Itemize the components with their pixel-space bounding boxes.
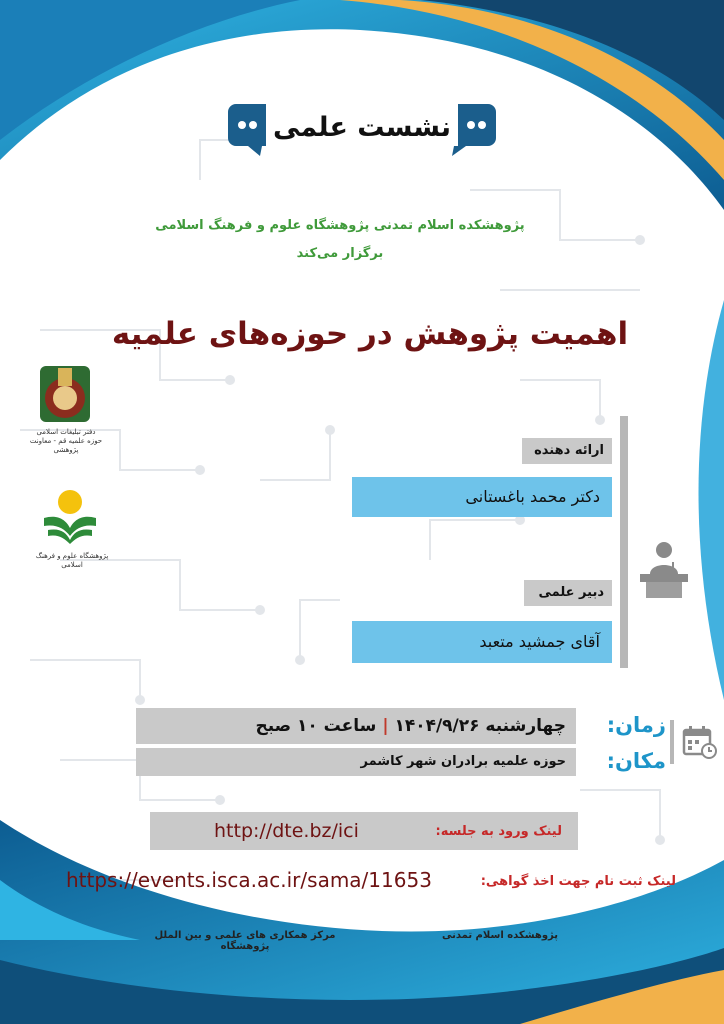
date-separator: |: [382, 716, 389, 736]
footer-institute: پژوهشکده اسلام تمدنی: [441, 930, 559, 941]
certificate-link-label: لینک ثبت نام جهت اخذ گواهی:: [480, 874, 676, 889]
research-institute-logo-icon: [40, 488, 100, 546]
organizer-hosts-text: برگزار می‌کند: [296, 246, 384, 261]
speaker-podium-icon: [636, 540, 692, 600]
section-divider: [620, 416, 628, 668]
event-hour: ساعت ۱۰ صبح: [255, 716, 377, 736]
event-type-badge: نشست علمی: [273, 112, 451, 143]
presenter-label: ارائه دهنده: [522, 438, 612, 464]
session-link-label: لینک ورود به جلسه:: [435, 824, 562, 839]
research-institute-logo-caption: پژوهشگاه علوم و فرهنگ اسلامی: [35, 552, 109, 569]
tablighat-logo-caption: دفتر تبلیغات اسلامی حوزه علمیه قم - معاونت پژوهشی: [29, 428, 103, 454]
secretary-name: آقای جمشید متعبد: [352, 621, 612, 663]
session-link[interactable]: http://dte.bz/ici: [214, 820, 359, 842]
event-title: اهمیت پژوهش در حوزه‌های علمیه: [111, 316, 629, 352]
certificate-link[interactable]: https://events.isca.ac.ir/sama/11653: [66, 868, 432, 892]
place-label: مکان:: [606, 749, 666, 773]
schedule-divider: [670, 720, 674, 764]
presenter-name: دکتر محمد باغستانی: [352, 477, 612, 517]
event-date: چهارشنبه ۱۴۰۴/۹/۲۶: [394, 716, 566, 736]
date-time-line: [146, 712, 566, 740]
secretary-label: دبیر علمی: [524, 580, 612, 606]
time-label: زمان:: [606, 713, 666, 737]
calendar-clock-icon: [682, 724, 718, 760]
footer-cooperation-center: مرکز همکاری های علمی و بین الملل پژوهشگاه: [154, 930, 336, 952]
tablighat-logo-icon: [38, 364, 92, 424]
organizer-line: پژوهشکده اسلام تمدنی پژوهشگاه علوم و فرهنگ اسلامی: [155, 218, 525, 233]
event-place: حوزه علمیه برادران شهر کاشمر: [360, 754, 566, 769]
